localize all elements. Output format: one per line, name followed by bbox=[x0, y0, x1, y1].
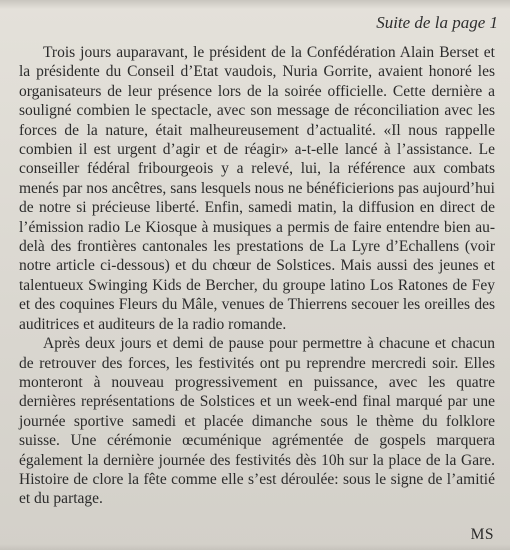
running-head: Suite de la page 1 bbox=[376, 13, 498, 32]
author-signature: MS bbox=[470, 526, 494, 543]
previous-column-edge bbox=[0, 0, 510, 9]
article-paragraph-1: Trois jours auparavant, le président de la Confédération Alain Berset et la présidente du Conseil d’Etat vaudois, Nuria Gorrite, avaient honoré les organisateurs de leur présence lors de la soirée officielle. Cette dernière a souligné combien le spectacle, avec son message de réconciliation avec les forces de la nature, était malheureusement d’actualité. «Il nous rappelle combien il est urgent d’agir et de réagir» a-t-elle lancé à l’assistance. Le conseiller fédéral fribourgeois y a relevé, lui, la référence aux combats menés par nos ancêtres, sans lesquels nous ne bénéficierions pas aujourd’hui de notre si précieuse liberté. Enfin, samedi matin, la diffusion en direct de l’émission radio Le Kiosque à musiques a permis de faire entendre bien au-delà des frontières cantonales les prestations de La Lyre d’Echallens (voir notre article ci-dessous) et du chœur de Solstices. Mais aussi des jeunes et talentueux Swinging Kids de Bercher, du groupe latino Los Ratones de Fey et des coquines Fleurs du Mâle, venues de Thierrens secouer les oreilles des auditrices et auditeurs de la radio romande. bbox=[19, 44, 495, 333]
article-body bbox=[19, 43, 495, 509]
article-paragraph-2: Après deux jours et demi de pause pour permettre à chacune et chacun de retrouver des forces, les festivités ont pu reprendre mercredi soir. Elles monteront à nouveau progressivement en puissance, avec les quatre dernières représentations de Solstices et un week-end final marqué par une journée sportive samedi et placée dimanche sous le thème du folklore suisse. Une cérémonie œcuménique agrémentée de gospels marquera également la dernière journée des festivités dès 10h sur la place de la Gare. Histoire de clore la fête comme elle s’est déroulée: sous le signe de l’amitié et du partage. bbox=[19, 335, 495, 508]
page-bottom-edge bbox=[0, 544, 510, 550]
